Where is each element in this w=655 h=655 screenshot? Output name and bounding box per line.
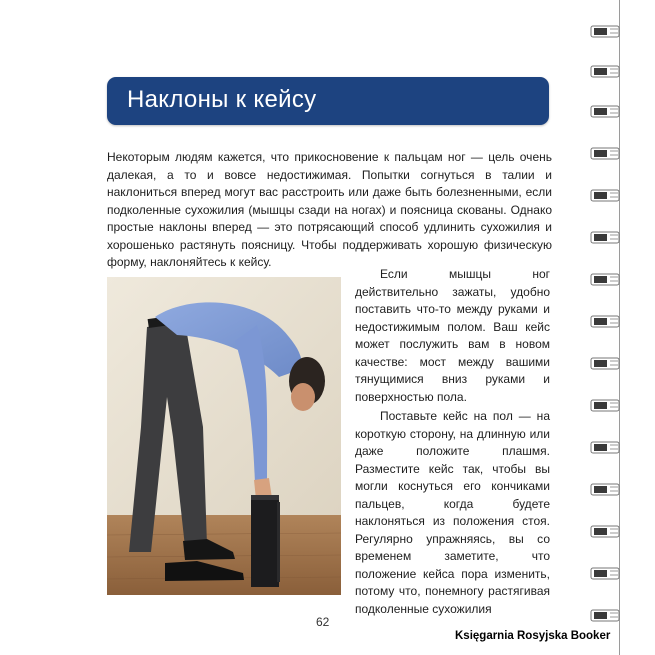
- spiral-binding: [590, 0, 655, 655]
- page-number: 62: [316, 615, 330, 629]
- column-paragraph: Поставьте кейс на пол — на короткую сторону, на длинную или даже положите плашмя. Разместите кейс так, чтобы вы могли коснуться его кончиками пальцев, когда будете наклоняться из положения стоя. Регулярно упражняясь, вы со временем заметите, что положение кейса пора изменить, потому что, понемногу растягивая подколенные сухожилия: [355, 409, 550, 616]
- section-title-bar: [107, 77, 549, 125]
- text-column: [355, 266, 550, 618]
- spiral-coil: [591, 26, 619, 37]
- section-title: Наклоны к кейсу: [127, 86, 317, 113]
- column-paragraph: Если мышцы ног действительно зажаты, удобно поставить что-то между руками и недостижимым полом. Ваш кейс может послужить вам в новом качестве: мост между вашими тянущимися вниз руками и поверхностью пола.: [355, 267, 550, 404]
- exercise-photo: [107, 277, 341, 595]
- watermark: Księgarnia Rosyjska Booker: [455, 630, 611, 642]
- intro-paragraph: Некоторым людям кажется, что прикосновение к пальцам ног — цель очень далекая, а то и вовсе недостижимая. Попытки согнуться в талии и наклониться вперед могут вас расстроить или даже быть болезненными, если подколенные сухожилия (мышцы сзади на ногах) и поясница скованы. Однако простые наклоны вперед — это потрясающий способ удлинить сухожилия и хорошенько растянуть поясницу. Чтобы поддерживать хорошую физическую форму, наклоняйтесь к кейсу.: [107, 150, 552, 269]
